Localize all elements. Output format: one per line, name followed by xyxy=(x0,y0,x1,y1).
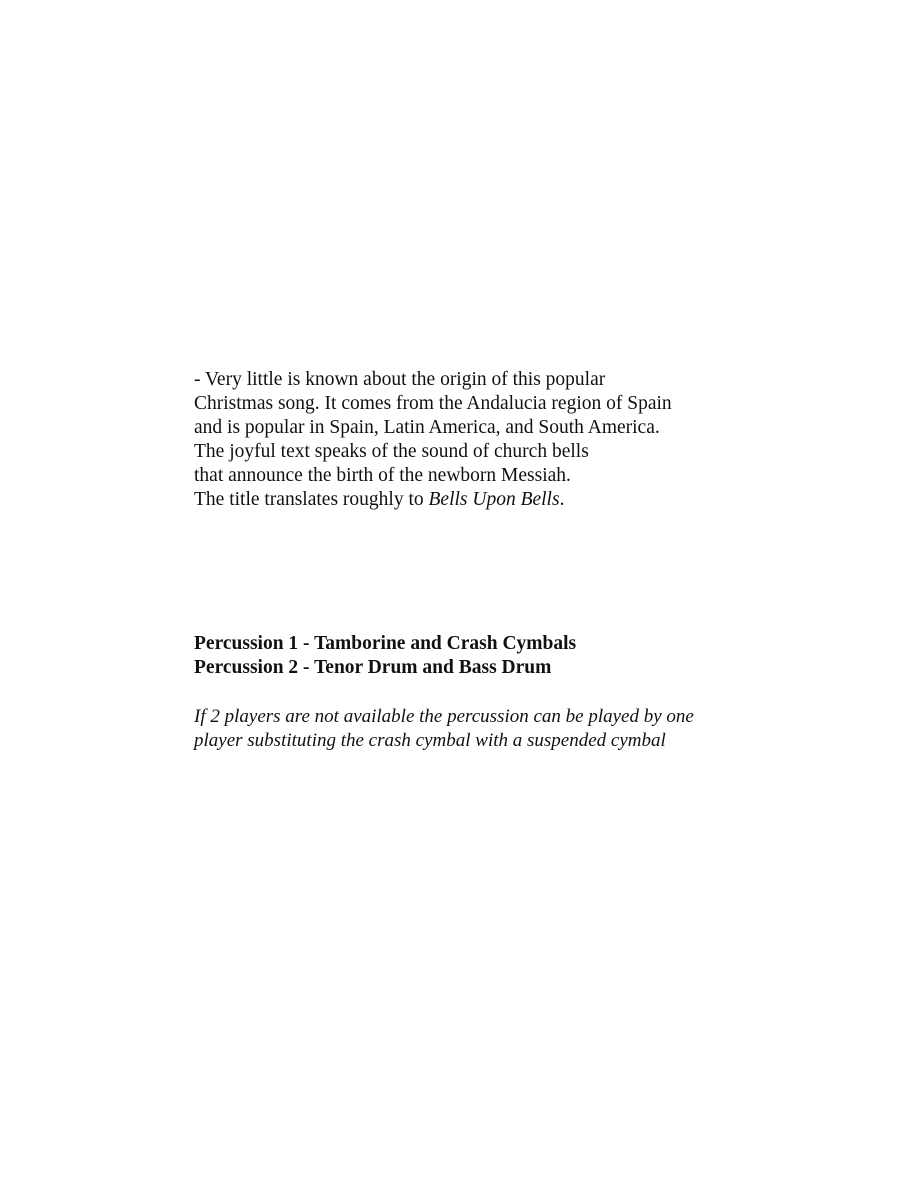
program-note-line-6 xyxy=(194,488,814,512)
performance-note-line-2: player substituting the crash cymbal with a suspended cymbal xyxy=(194,730,666,751)
performance-note xyxy=(194,705,814,753)
percussion-1-label: Percussion 1 - Tamborine and Crash Cymbals xyxy=(194,633,577,654)
title-translation-suffix: . xyxy=(559,489,565,510)
title-translation-prefix: The title translates roughly to xyxy=(194,489,429,510)
program-note-line-1: - Very little is known about the origin of this popular xyxy=(194,369,606,390)
title-translation: Bells Upon Bells xyxy=(428,489,560,510)
program-note-line-2: Christmas song. It comes from the Andalucia region of Spain xyxy=(194,393,672,414)
performance-note-line-1: If 2 players are not available the percussion can be played by one xyxy=(194,706,694,727)
program-note-line-3: and is popular in Spain, Latin America, and South America. xyxy=(194,417,660,438)
program-note-line-5: that announce the birth of the newborn Messiah. xyxy=(194,465,571,486)
program-note xyxy=(194,368,814,512)
instrumentation-list xyxy=(194,632,814,680)
percussion-2-label: Percussion 2 - Tenor Drum and Bass Drum xyxy=(194,657,552,678)
program-note-line-4: The joyful text speaks of the sound of church bells xyxy=(194,441,589,462)
